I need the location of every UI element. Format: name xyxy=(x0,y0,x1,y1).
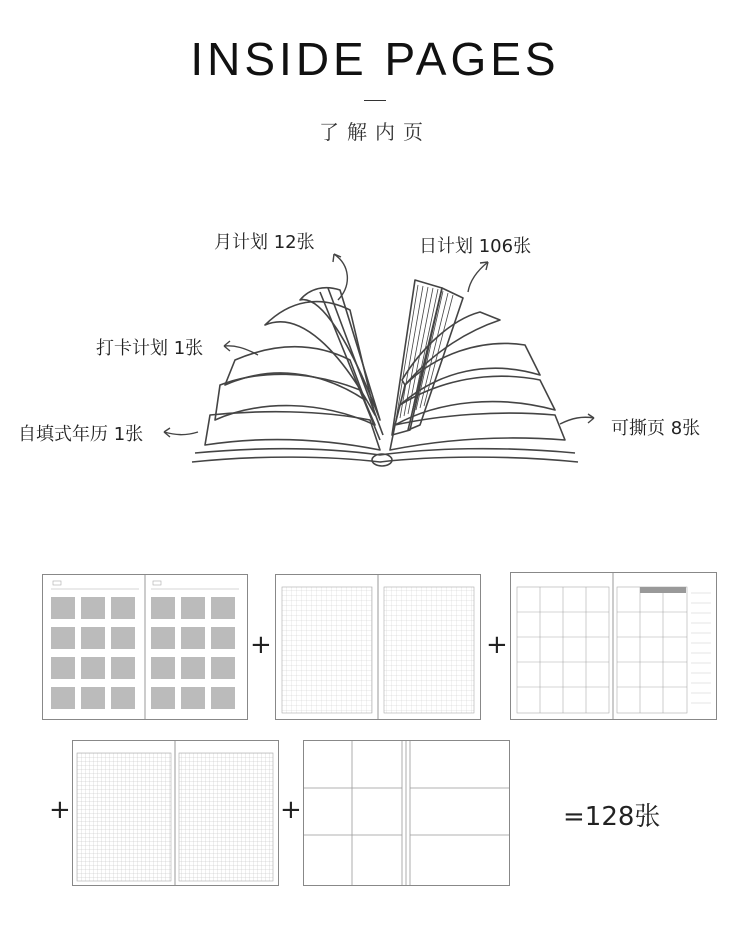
plus-sign: + xyxy=(49,795,71,825)
callout-monthly-plan: 月计划 12张 xyxy=(214,232,315,253)
thumbnail-year-calendar xyxy=(42,574,248,720)
plus-sign: + xyxy=(486,630,508,660)
plus-sign: + xyxy=(250,630,272,660)
thumbnail-checkin-grid xyxy=(275,574,481,720)
callout-year-calendar: 自填式年历 1张 xyxy=(18,424,144,445)
callout-tearable-pages: 可撕页 8张 xyxy=(611,418,701,439)
callout-checkin-plan: 打卡计划 1张 xyxy=(96,338,204,359)
thumbnail-tearable-pages xyxy=(303,740,510,886)
thumbnail-monthly-plan xyxy=(510,572,717,720)
page-title: INSIDE PAGES xyxy=(190,33,560,85)
plus-sign: + xyxy=(280,795,302,825)
page-subtitle: 了解内页 xyxy=(319,120,431,144)
total-sheets: =128张 xyxy=(563,802,661,832)
thumbnail-daily-plan xyxy=(72,740,279,886)
callout-daily-plan: 日计划 106张 xyxy=(419,236,532,257)
